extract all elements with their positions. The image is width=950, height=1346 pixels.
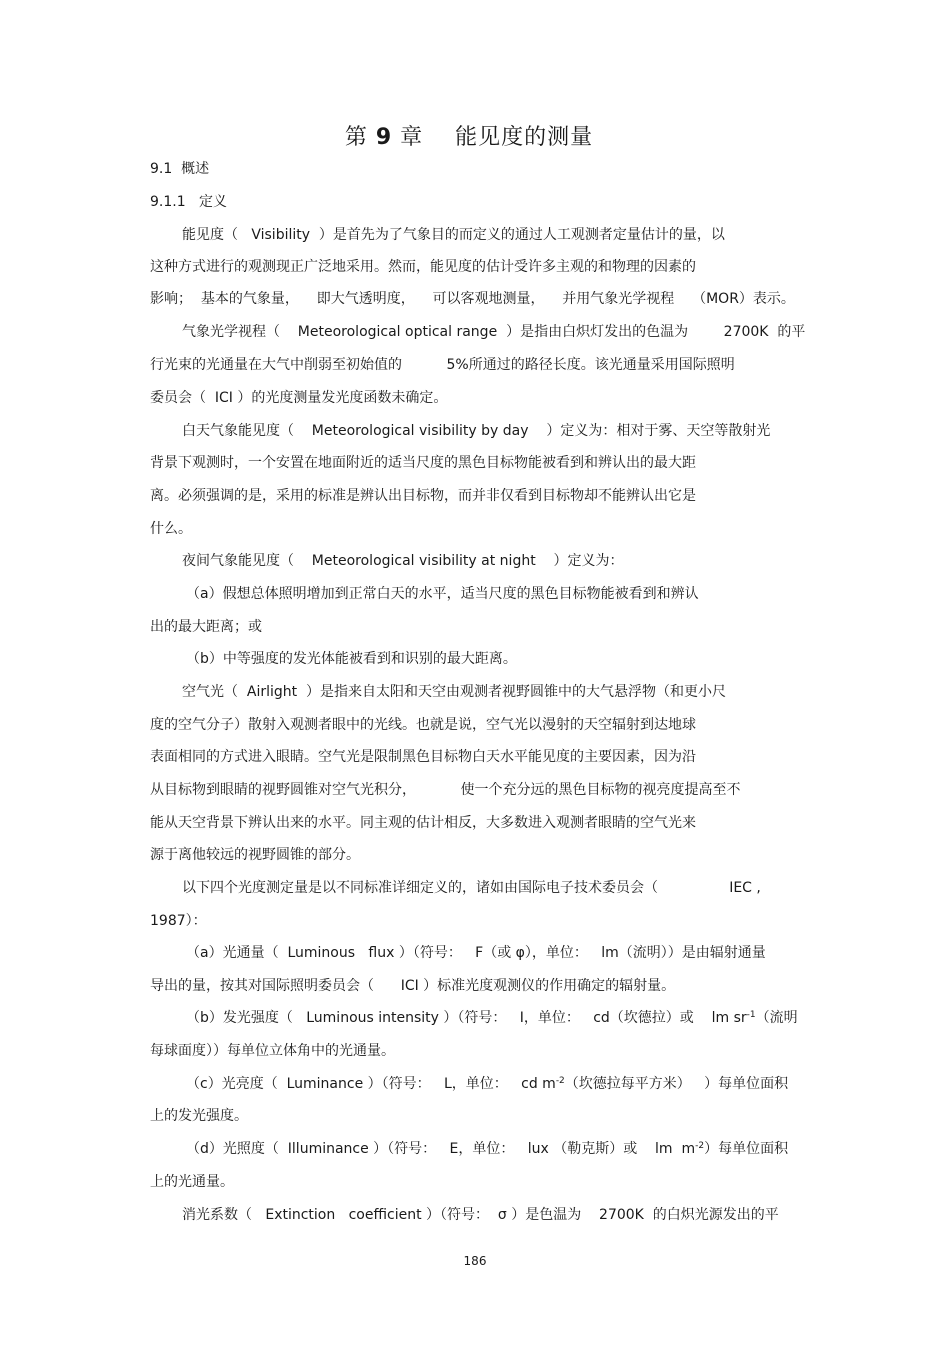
paragraph-line: 能从天空背景下辨认出来的水平。同主观的估计相反，大多数进入观测者眼睛的空气光来 — [150, 815, 696, 831]
paragraph-line: 源于离他较远的视野圆锥的部分。 — [150, 847, 360, 863]
paragraph-line: 什么。 — [150, 521, 192, 537]
paragraph-line: 每球面度））每单位立体角中的光通量。 — [150, 1043, 395, 1059]
paragraph-line: 行光束的光通量在大气中削弱至初始值的 5%所通过的路径长度。该光通量采用国际照明 — [150, 357, 735, 373]
paragraph-line: 影响； 基本的气象量， 即大气透明度， 可以客观地测量， 并用气象光学视程 （MOR）表示。 — [150, 291, 795, 307]
paragraph-line: 能见度（ Visibility ）是首先为了气象目的而定义的通过人工观测者定量估计的量，以 — [182, 227, 725, 243]
section-heading: 9.1 概述 — [150, 161, 210, 177]
paragraph-line: 以下四个光度测定量是以不同标准详细定义的，诸如由国际电子技术委员会（ IEC , — [182, 880, 761, 896]
chapter-title — [0, 120, 938, 151]
paragraph-line: 表面相同的方式进入眼睛。空气光是限制黑色目标物白天水平能见度的主要因素，因为沿 — [150, 749, 696, 765]
superscript: -2 — [555, 1076, 565, 1086]
paragraph-line: 气象光学视程（ Meteorological optical range ）是指由白炽灯发出的色温为 2700K 的平 — [182, 324, 806, 340]
paragraph-line: （a）假想总体照明增加到正常白天的水平，适当尺度的黑色目标物能被看到和辨认 — [186, 586, 699, 602]
paragraph-line: （b）发光强度（ Luminous intensity ）（符号： I，单位： cd（坎德拉）或 lm $sr^{-1}$（流明 — [186, 1010, 798, 1026]
paragraph-line: 出的最大距离；或 — [150, 619, 262, 635]
paragraph-line: 夜间气象能见度（ Meteorological visibility at night ）定义为： — [182, 553, 624, 569]
chapter-name: 能见度的测量 — [455, 125, 594, 150]
paragraph-line: 上的光通量。 — [150, 1174, 234, 1190]
paragraph-line: 离。必须强调的是，采用的标准是辨认出目标物，而并非仅看到目标物却不能辨认出它是 — [150, 488, 696, 504]
superscript: -1 — [746, 1010, 756, 1020]
subsection-heading: 9.1.1 定义 — [150, 194, 227, 210]
paragraph-line: （d）光照度（ Illuminance ）（符号： E，单位： lux （勒克斯）或 lm $m^{-2}$）每单位面积 — [186, 1141, 789, 1157]
paragraph-line: （b）中等强度的发光体能被看到和识别的最大距离。 — [186, 651, 517, 667]
paragraph-line: 背景下观测时，一个安置在地面附近的适当尺度的黑色目标物能被看到和辨认出的最大距 — [150, 455, 696, 471]
paragraph-line: 空气光（ Airlight ）是指来自太阳和天空由观测者视野圆锥中的大气悬浮物（和更小尺 — [182, 684, 727, 700]
paragraph-line: 上的发光强度。 — [150, 1108, 248, 1124]
superscript: -2 — [695, 1141, 705, 1151]
paragraph-line: 白天气象能见度（ Meteorological visibility by day ）定义为：相对于雾、天空等散射光 — [182, 423, 771, 439]
chapter-prefix: 第 — [344, 125, 368, 150]
paragraph-line: （a）光通量（ Luminous flux ）（符号： F（或 φ），单位： lm（流明））是由辐射通量 — [186, 945, 766, 961]
paragraph-line: 度的空气分子）散射入观测者眼中的光线。也就是说，空气光以漫射的天空辐射到达地球 — [150, 717, 696, 733]
page-number: 186 — [463, 1254, 487, 1268]
paragraph-line: （c）光亮度（ Luminance ）（符号： L，单位： cd $m^{-2}$（坎德拉每平方米） ）每单位面积 — [186, 1076, 789, 1092]
paragraph-line: 导出的量，按其对国际照明委员会（ ICI ）标准光度观测仪的作用确定的辐射量。 — [150, 978, 676, 994]
chapter-number: 9 — [375, 125, 393, 150]
paragraph-line: 从目标物到眼睛的视野圆锥对空气光积分， 使一个充分远的黑色目标物的视亮度提高至不 — [150, 782, 741, 798]
paragraph-line: 这种方式进行的观测现正广泛地采用。然而，能见度的估计受许多主观的和物理的因素的 — [150, 259, 696, 275]
paragraph-line: 消光系数（ Extinction coefficient ）（符号： σ ）是色温为 2700K 的白炽光源发出的平 — [182, 1207, 779, 1223]
paragraph-line: 1987）： — [150, 913, 207, 929]
chapter-suffix: 章 — [400, 125, 424, 150]
paragraph-line: 委员会（ ICI ）的光度测量发光度函数未确定。 — [150, 390, 448, 406]
